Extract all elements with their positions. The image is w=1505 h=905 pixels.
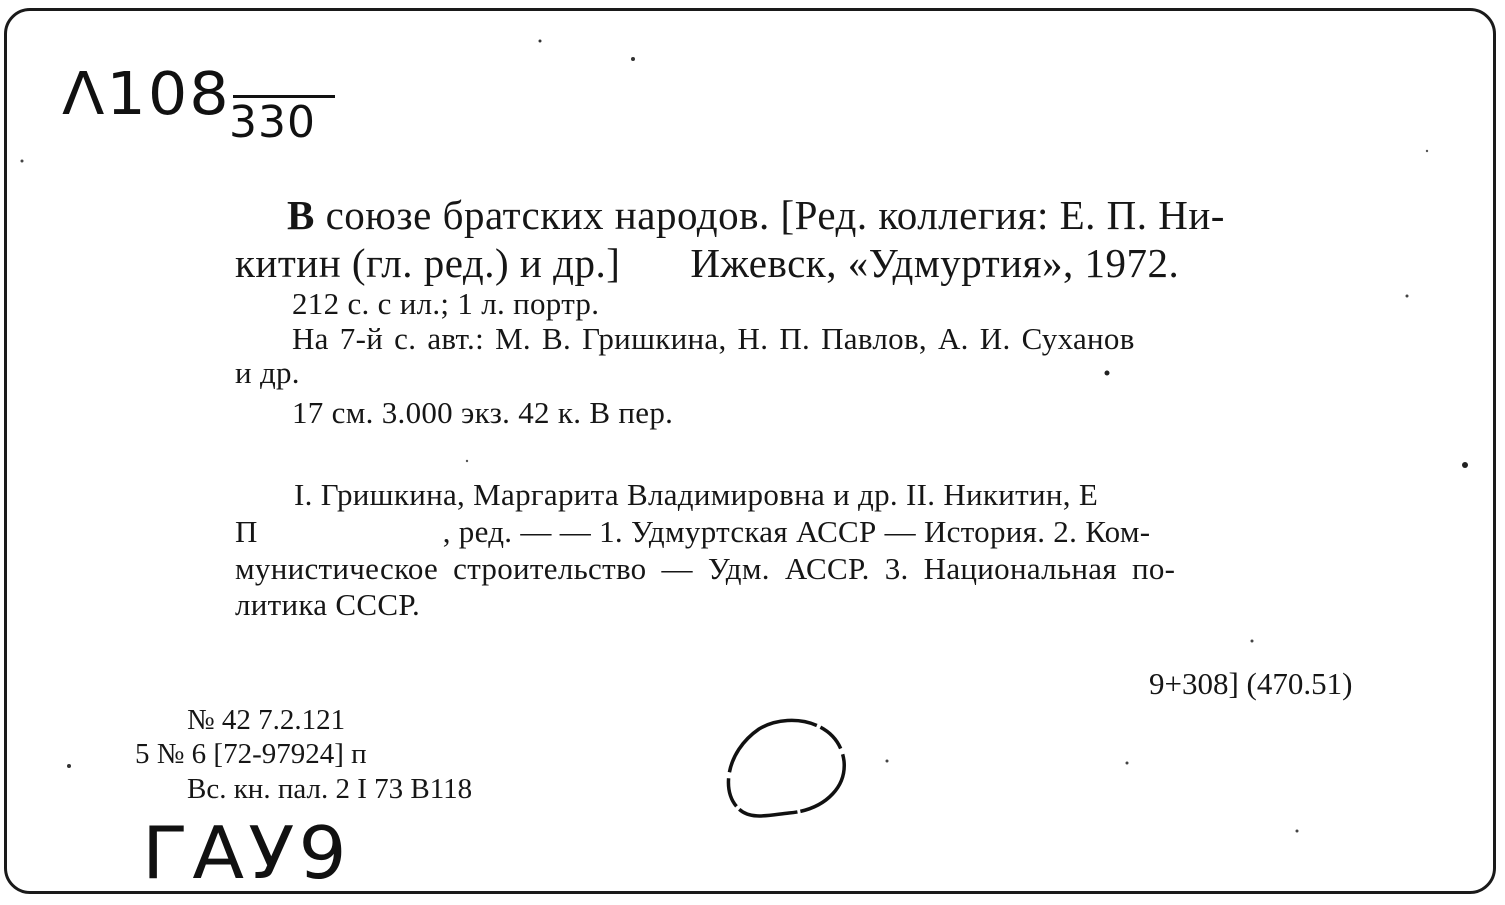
registry-line-2: 5 № 6 [72-97924] п bbox=[135, 738, 367, 770]
title-line-2-text: китин (гл. ред.) и др.] bbox=[235, 240, 621, 286]
catalog-card bbox=[4, 8, 1496, 894]
title-line-1-text: союзе братских народов. [Ред. коллегия: Е. П. Ни- bbox=[314, 192, 1225, 238]
title-initial: В bbox=[287, 192, 315, 238]
shelf-mark-sub: 330 bbox=[229, 97, 316, 148]
title-line-2 bbox=[235, 239, 1179, 287]
subject-line-4: литика СССР. bbox=[235, 587, 421, 622]
authors-line-2: и др. bbox=[235, 355, 300, 390]
subject-line-2 bbox=[235, 514, 1150, 550]
punch-hole-mark bbox=[719, 711, 849, 831]
authors-line-1: На 7-й с. авт.: М. В. Гришкина, Н. П. Павлов, А. И. Суханов bbox=[292, 321, 1135, 356]
pages-line: 212 с. с ил.; 1 л. портр. bbox=[292, 286, 600, 321]
subject-line-2-start: П bbox=[235, 514, 258, 549]
shelf-mark-main: Λ108 bbox=[62, 58, 231, 129]
classification-code: 9+308] (470.51) bbox=[1149, 666, 1353, 701]
physical-description: 17 см. 3.000 экз. 42 к. В пер. bbox=[292, 395, 674, 430]
publisher: Ижевск, «Удмуртия», 1972. bbox=[690, 240, 1180, 286]
subject-line-1: I. Гришкина, Маргарита Владимировна и др. II. Никитин, Е bbox=[294, 477, 1099, 512]
handwritten-stamp: ГАУ9 bbox=[142, 811, 351, 895]
registry-line-3: Вс. кн. пал. 2 I 73 В118 bbox=[187, 773, 473, 805]
subject-line-3: мунистическое строительство — Удм. АССР. 3. Национальная по- bbox=[235, 551, 1176, 586]
title-line-1 bbox=[287, 191, 1225, 239]
registry-line-1: № 42 7.2.121 bbox=[187, 704, 346, 736]
subject-line-2-text: , ред. — — 1. Удмуртская АССР — История. 2. Ком- bbox=[442, 514, 1151, 549]
